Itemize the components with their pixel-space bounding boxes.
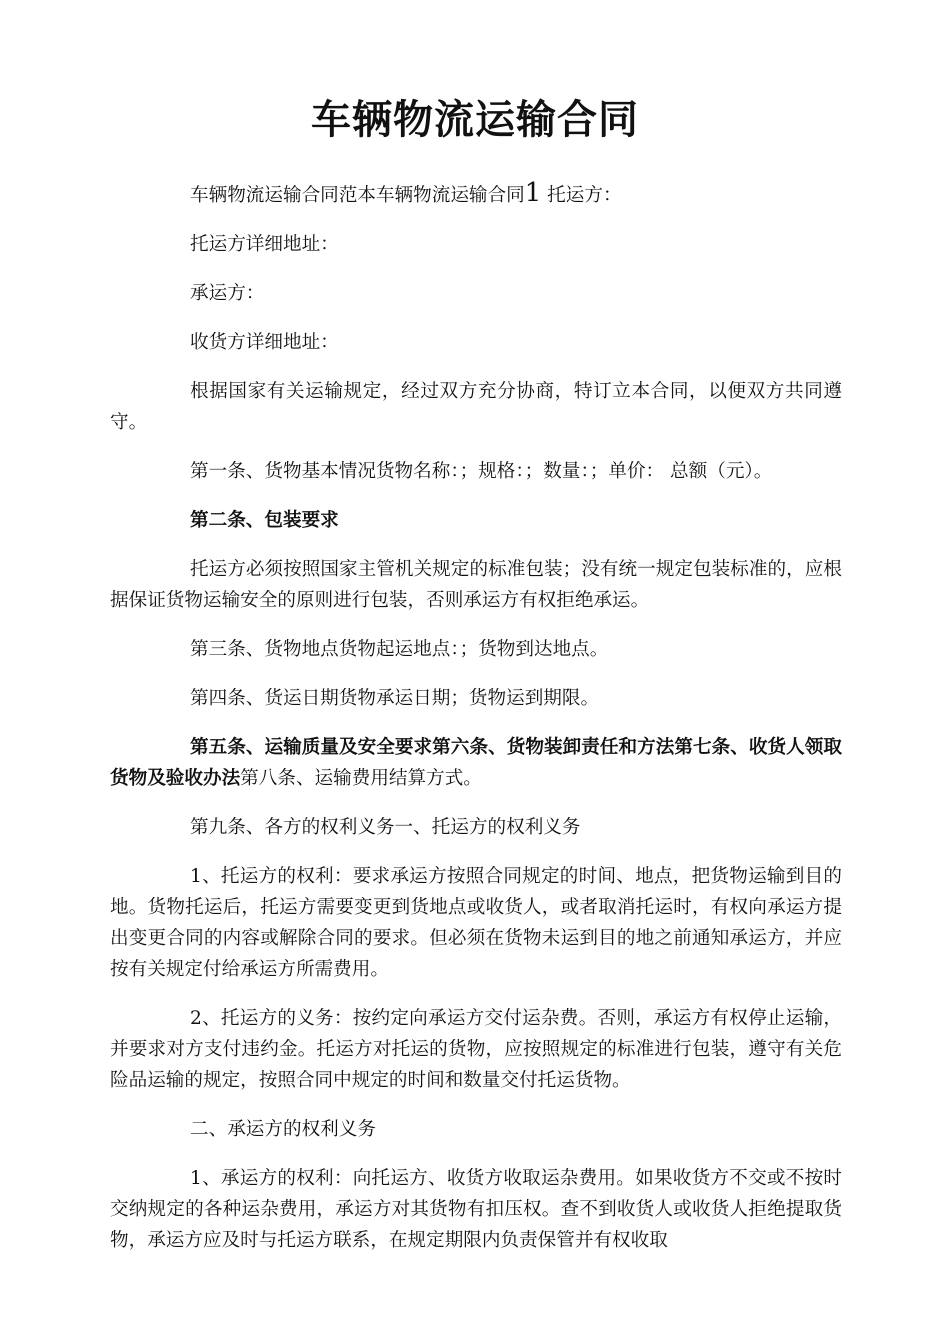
paragraph-text: 托运方必须按照国家主管机关规定的标准包装；没有统一规定包装标准的，应根据保证货物运输安全的原则进行包装，否则承运方有权拒绝承运。	[110, 559, 842, 611]
paragraph-text: 收货方详细地址：	[190, 332, 339, 353]
paragraph-text: 第一条、货物基本情况货物名称：；规格：；数量：；单价： 总额（元）。	[190, 461, 773, 482]
paragraph-text: 车辆物流运输合同范本车辆物流运输合同	[190, 185, 525, 206]
paragraph-text: 二、承运方的权利义务	[190, 1119, 376, 1140]
paragraph	[110, 376, 842, 438]
paragraph	[110, 229, 842, 260]
paragraph	[110, 1163, 842, 1256]
paragraph	[110, 327, 842, 358]
document-title: 车辆物流运输合同	[311, 97, 639, 143]
paragraph-text: 托运方详细地址：	[190, 234, 339, 255]
paragraph	[110, 554, 842, 616]
paragraph	[110, 505, 842, 536]
paragraph-text: 1、托运方的权利：要求承运方按照合同规定的时间、地点，把货物运输到目的地。货物托运后，托运方需要变更到货地点或收货人，或者取消托运时，有权向承运方提出变更合同的内容或解除合同的要求。但必须在货物未运到目的地之前通知承运方，并应按有关规定付给承运方所需费用。	[110, 866, 842, 980]
paragraph-text: 第八条、运输费用结算方式。	[240, 768, 482, 789]
paragraph-text: 2、托运方的义务：按约定向承运方交付运杂费。否则，承运方有权停止运输，并要求对方支付违约金。托运方对托运的货物，应按照规定的标准进行包装，遵守有关危险品运输的规定，按照合同中规定的时间和数量交付托运货物。	[110, 1008, 842, 1091]
paragraph-text: 1、承运方的权利：向托运方、收货方收取运杂费用。如果收货方不交或不按时交纳规定的各种运杂费用，承运方对其货物有扣压权。查不到收货人或收货人拒绝提取货物，承运方应及时与托运方联系，在规定期限内负责保管并有权收取	[110, 1168, 842, 1251]
document-body	[110, 180, 842, 1274]
paragraph-text: 根据国家有关运输规定，经过双方充分协商，特订立本合同，以便双方共同遵守。	[110, 381, 842, 433]
paragraph-text: 第九条、各方的权利义务一、托运方的权利义务	[190, 817, 581, 838]
paragraph-text: 第二条、包装要求	[190, 510, 339, 531]
paragraph-text: 第五条、运输质量及安全要求第六条、货物装卸责任和方法第七条、收货人领取货物及验收办法	[110, 737, 842, 789]
paragraph	[110, 456, 842, 487]
paragraph	[110, 683, 842, 714]
paragraph-text: 第三条、货物地点货物起运地点：；货物到达地点。	[190, 639, 609, 660]
paragraph	[110, 861, 842, 985]
paragraph	[110, 1003, 842, 1096]
paragraph	[110, 634, 842, 665]
paragraph	[110, 180, 842, 211]
paragraph	[110, 812, 842, 843]
paragraph-text: 托运方：	[541, 185, 622, 206]
paragraph	[110, 278, 842, 309]
paragraph-text: 承运方：	[190, 283, 265, 304]
paragraph-text: 1	[524, 178, 542, 208]
paragraph	[110, 732, 842, 794]
paragraph-text: 第四条、货运日期货物承运日期；货物运到期限。	[190, 688, 600, 709]
paragraph	[110, 1114, 842, 1145]
